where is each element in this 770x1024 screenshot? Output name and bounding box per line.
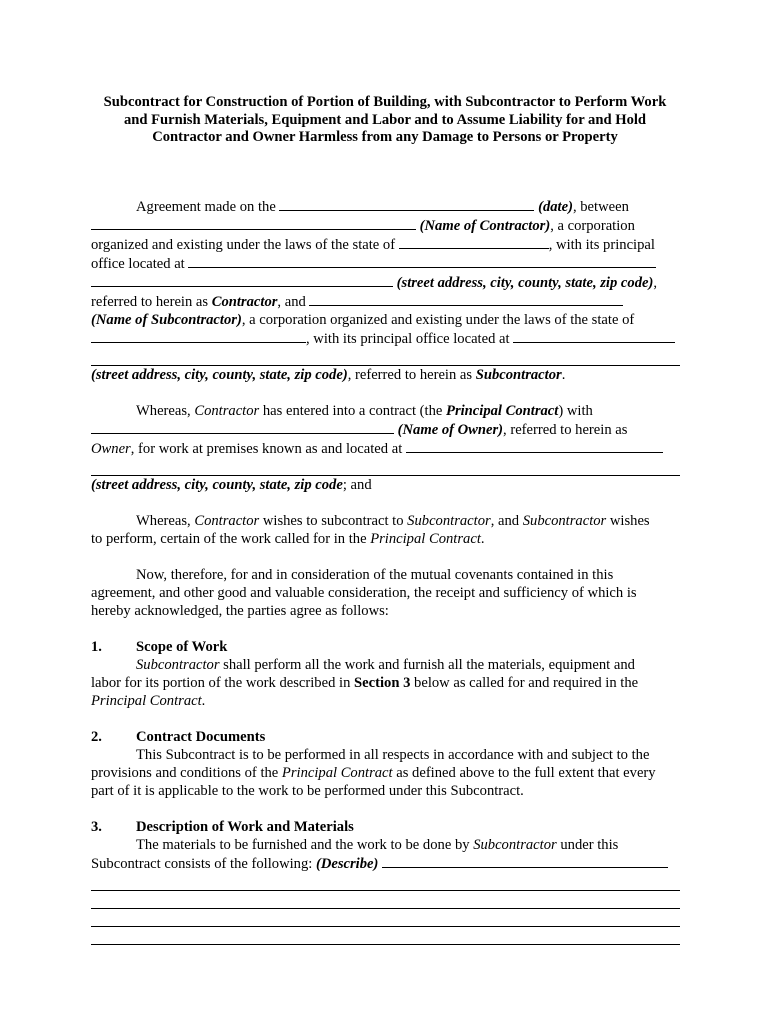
principal-contract-term: Principal Contract: [281, 765, 393, 781]
subcontractor-name-label: (Name of Subcontractor): [91, 312, 242, 328]
subcontractor-term: Subcontractor: [473, 837, 557, 853]
contractor-term: Contractor: [211, 294, 278, 310]
text: Whereas,: [136, 513, 195, 529]
text: Subcontract consists of the following:: [91, 856, 316, 872]
document-body: [91, 197, 680, 945]
subcontractor-office-blank[interactable]: [513, 329, 675, 343]
premises-blank[interactable]: [406, 439, 663, 453]
title-line-3: Contractor and Owner Harmless from any Damage to Persons or Property: [152, 129, 618, 145]
section-heading: Description of Work and Materials: [136, 819, 354, 835]
contractor-name-blank[interactable]: [91, 216, 416, 230]
title-line-2: and Furnish Materials, Equipment and Labor and to Assume Liability for and Hold: [123, 111, 647, 128]
section-heading: Scope of Work: [136, 639, 228, 655]
document-title: [60, 94, 710, 147]
section-heading: Contract Documents: [136, 729, 266, 745]
description-line[interactable]: [91, 891, 680, 909]
subcontractor-name-blank[interactable]: [309, 292, 623, 306]
text: labor for its portion of the work described in: [91, 675, 355, 691]
contractor-address-blank[interactable]: [91, 273, 393, 287]
text: , with its principal: [548, 237, 655, 253]
premises-address-line[interactable]: [91, 458, 680, 476]
text: Whereas,: [136, 403, 195, 419]
text: , a corporation organized and existing under the laws of the state of: [241, 312, 635, 328]
text: as defined above to the full extent that every: [392, 765, 656, 781]
text: This Subcontract is to be performed in all respects in accordance with and subject to the: [136, 747, 650, 763]
text: , and: [277, 294, 310, 310]
title-line-1: Subcontract for Construction of Portion of Building, with Subcontractor to Perform Work: [103, 94, 667, 110]
section-2: [91, 728, 680, 800]
contractor-office-blank[interactable]: [188, 254, 656, 268]
text: Agreement made on the: [136, 199, 280, 215]
address-label: (street address, city, county, state, zip code): [393, 275, 654, 291]
text: Now, therefore, for and in consideration of the mutual covenants contained in this: [136, 567, 614, 583]
now-therefore-paragraph: [91, 566, 680, 620]
section-3: [91, 818, 680, 945]
owner-name-blank[interactable]: [91, 420, 394, 434]
contractor-state-blank[interactable]: [399, 235, 549, 249]
subcontractor-term: Subcontractor: [522, 513, 607, 529]
text: .: [201, 693, 206, 709]
section-number: 3.: [91, 819, 102, 835]
whereas-paragraph-1: [91, 402, 680, 494]
text: office located at: [91, 256, 189, 272]
text: below as called for and required in the: [410, 675, 639, 691]
text: wishes to subcontract to: [259, 513, 408, 529]
subcontractor-state-blank[interactable]: [91, 329, 306, 343]
subcontractor-address-line[interactable]: [91, 348, 680, 366]
section-number: 1.: [91, 639, 102, 655]
text: , for work at premises known as and located at: [130, 441, 406, 457]
principal-contract-term: Principal Contract: [91, 693, 202, 709]
text: .: [480, 531, 485, 547]
text: , referred to herein as: [347, 367, 476, 383]
text: .: [561, 367, 566, 383]
contractor-term: Contractor: [194, 513, 260, 529]
text: , a corporation: [550, 218, 635, 234]
text: organized and existing under the laws of the state of: [91, 237, 399, 253]
address-label: (street address, city, county, state, zip code): [91, 367, 348, 383]
text: agreement, and other good and valuable consideration, the receipt and sufficiency of which is: [91, 585, 637, 601]
text: ,: [653, 275, 657, 291]
subcontractor-term: Subcontractor: [136, 657, 220, 673]
principal-contract-term: Principal Contract: [446, 403, 559, 419]
text: ) with: [558, 403, 593, 419]
principal-contract-term: Principal Contract: [370, 531, 481, 547]
text: , with its principal office located at: [306, 331, 514, 347]
section-number: 2.: [91, 729, 102, 745]
description-line[interactable]: [91, 909, 680, 927]
contractor-name-label: (Name of Contractor): [416, 218, 551, 234]
text: provisions and conditions of the: [91, 765, 282, 781]
owner-name-label: (Name of Owner): [394, 422, 504, 438]
text: referred to herein as: [91, 294, 212, 310]
text: The materials to be furnished and the work to be done by: [136, 837, 474, 853]
text: , referred to herein as: [503, 422, 628, 438]
describe-label: (Describe): [315, 856, 379, 872]
text: shall perform all the work and furnish all the materials, equipment and: [219, 657, 635, 673]
text: wishes: [606, 513, 650, 529]
text: hereby acknowledged, the parties agree as follows:: [91, 603, 389, 619]
date-label: (date): [534, 199, 573, 215]
text: , between: [572, 199, 629, 215]
description-blank[interactable]: [382, 854, 668, 868]
text: ; and: [342, 477, 372, 493]
text: under this: [556, 837, 619, 853]
intro-paragraph: [91, 197, 680, 384]
text: has entered into a contract (the: [259, 403, 447, 419]
description-line[interactable]: [91, 873, 680, 891]
text: to perform, certain of the work called for in the: [91, 531, 371, 547]
date-blank[interactable]: [279, 197, 534, 211]
subcontractor-term: Subcontractor: [475, 367, 562, 383]
text: part of it is applicable to the work to be performed under this Subcontract.: [91, 783, 524, 799]
section-reference: Section 3: [354, 675, 411, 691]
subcontractor-term: Subcontractor: [407, 513, 491, 529]
section-1: [91, 638, 680, 710]
address-label: (street address, city, county, state, zip code: [91, 477, 343, 493]
contractor-term: Contractor: [194, 403, 260, 419]
owner-term: Owner: [91, 441, 131, 457]
whereas-paragraph-2: [91, 512, 680, 548]
description-line[interactable]: [91, 927, 680, 945]
text: , and: [490, 513, 523, 529]
